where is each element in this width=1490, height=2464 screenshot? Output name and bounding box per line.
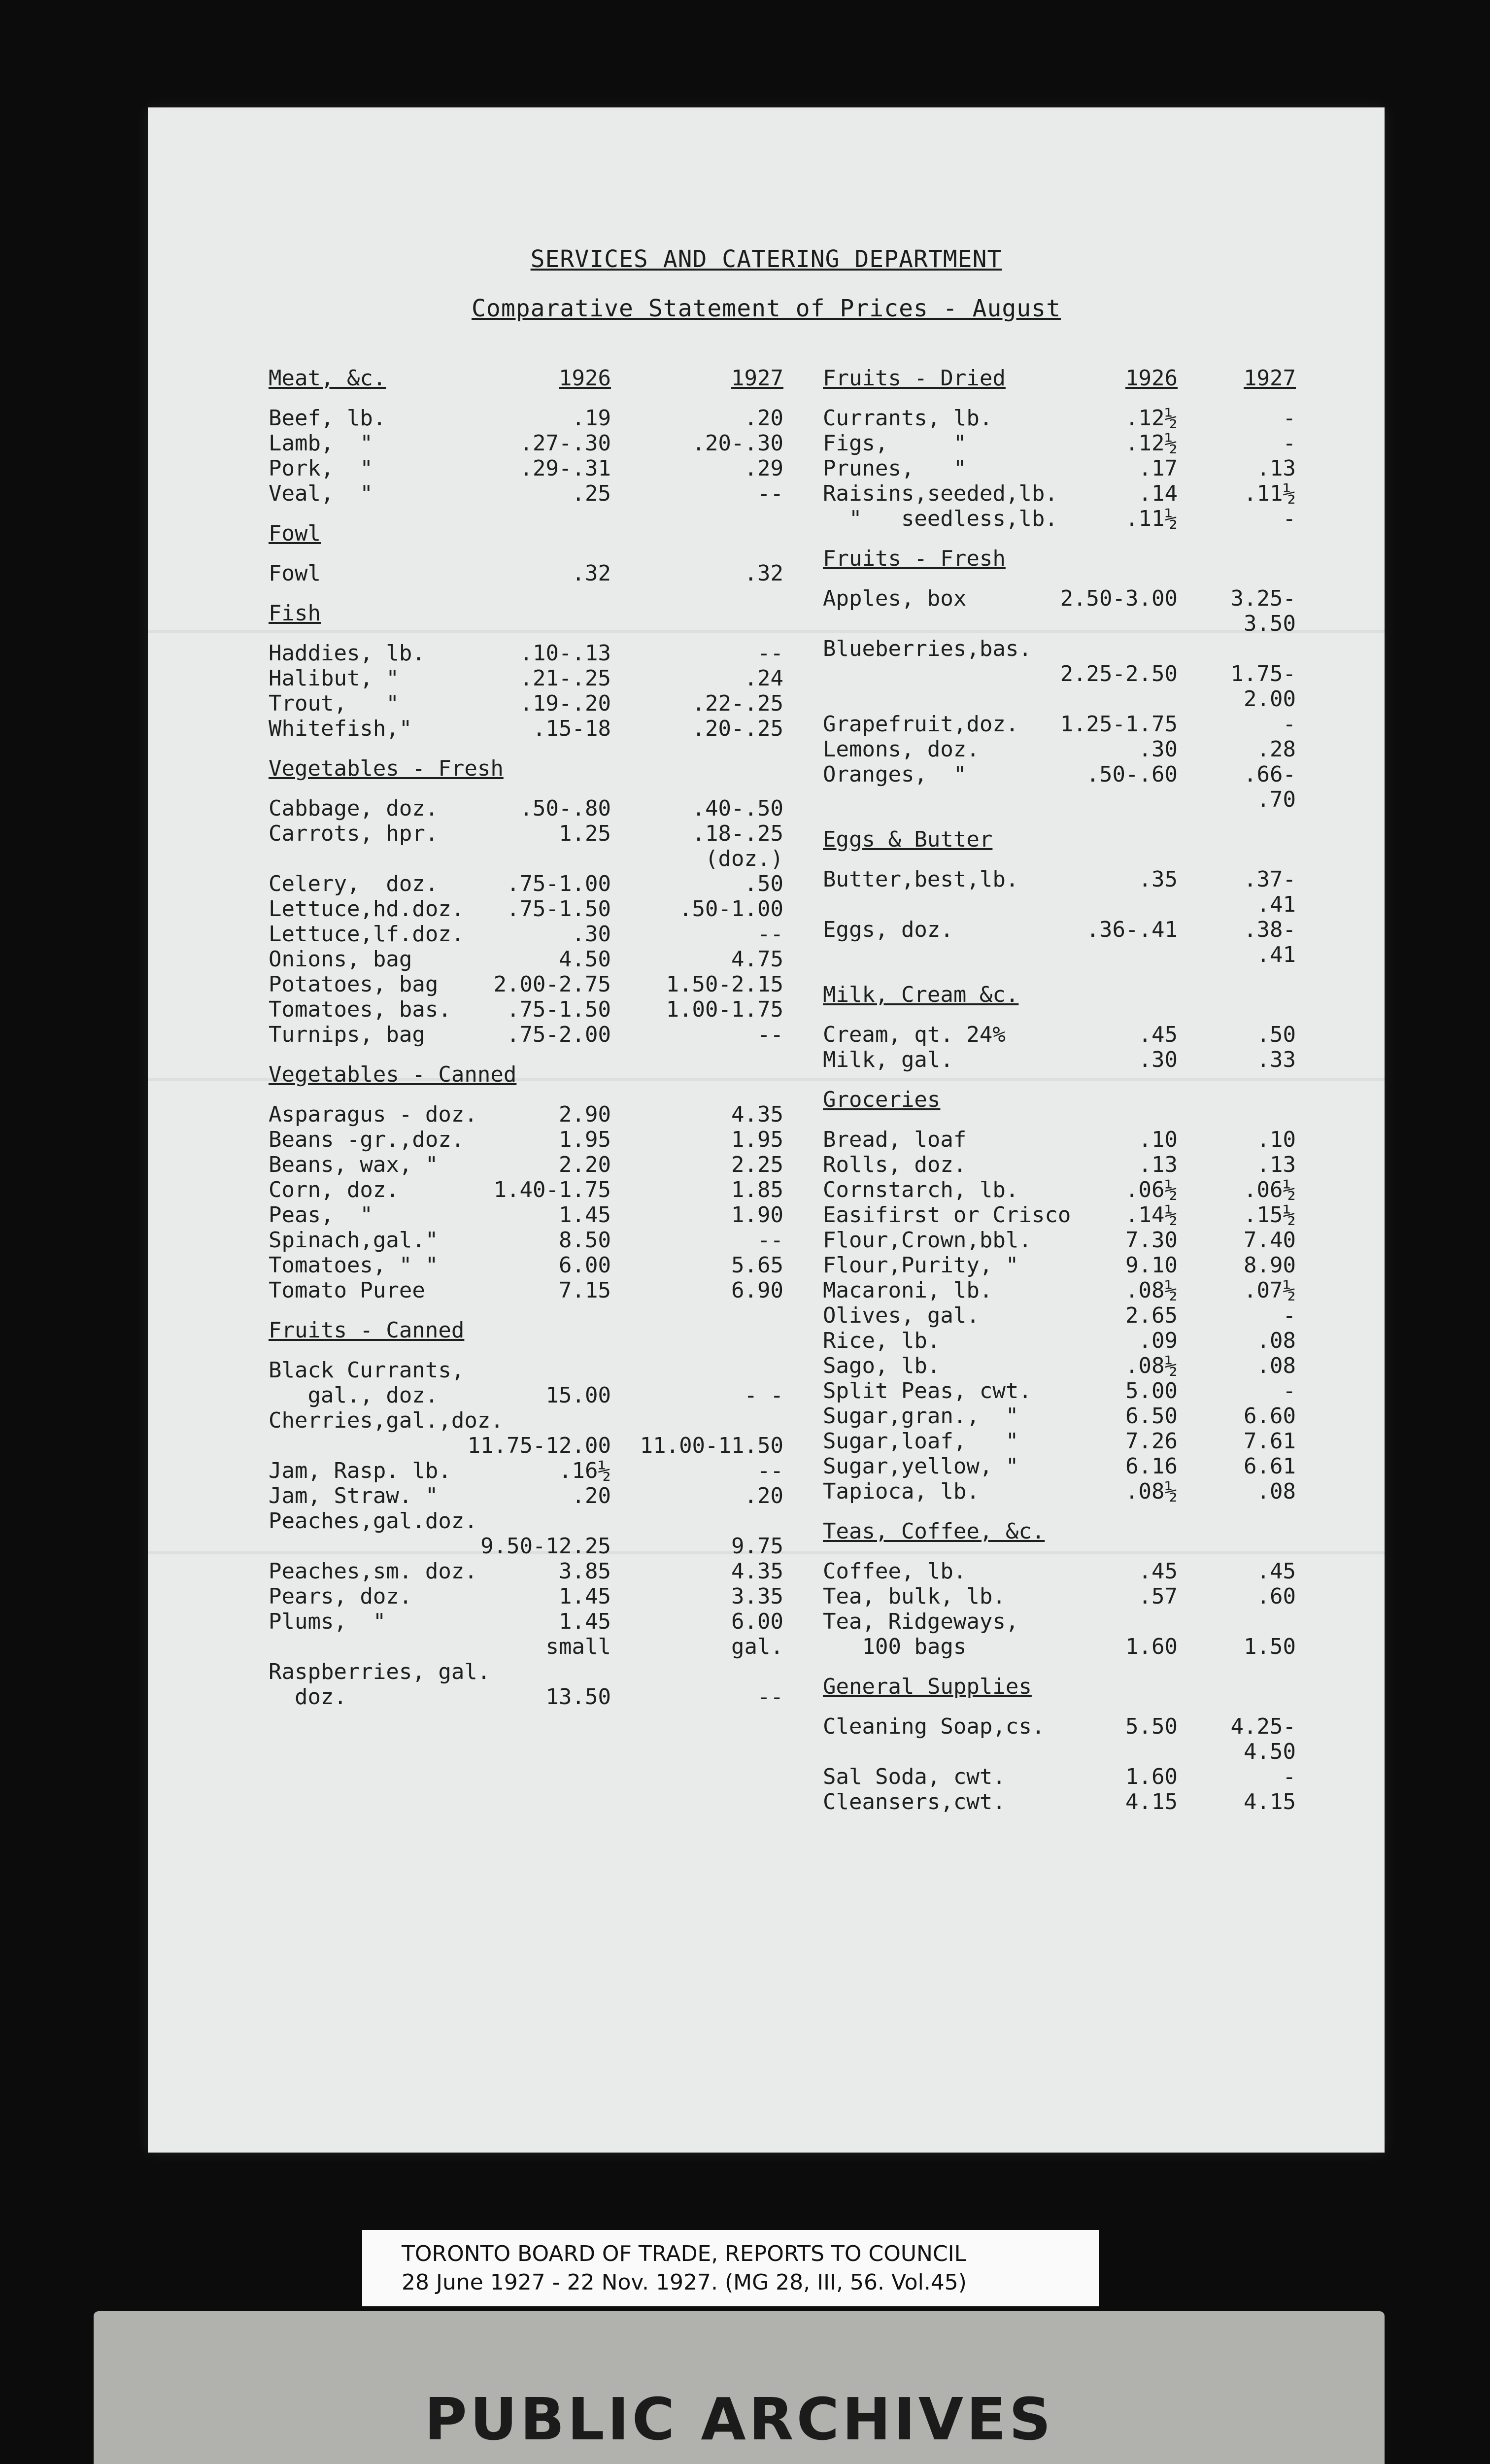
item-label: Lettuce,hd.doz. [269, 896, 465, 922]
price-1926: 11.75-12.00 [467, 1433, 611, 1458]
price-1926: 7.26 [1125, 1429, 1178, 1454]
price-1926: 1.60 [1125, 1634, 1178, 1659]
price-1927: .66- [1244, 762, 1296, 787]
item-label: Peaches,gal.doz. [269, 1508, 477, 1534]
item-label: Jam, Rasp. lb. [269, 1458, 451, 1483]
item-label: Onions, bag [269, 947, 412, 972]
price-1927: .33 [1256, 1047, 1296, 1072]
document-sheet [148, 107, 1385, 2153]
price-1927: 9.75 [731, 1534, 783, 1559]
price-1926: 3.85 [559, 1559, 611, 1584]
price-1927: .45 [1256, 1559, 1296, 1584]
price-1926: .12½ [1125, 431, 1178, 456]
item-label: Tea, bulk, lb. [823, 1584, 1006, 1609]
price-1926: 1.95 [559, 1127, 611, 1152]
price-1927: 11.00-11.50 [640, 1433, 783, 1458]
item-label: Whitefish," [269, 716, 412, 741]
price-1927: - [1283, 506, 1296, 531]
price-1927: 7.61 [1244, 1429, 1296, 1454]
price-1927: .37- [1244, 867, 1296, 892]
item-label: Lamb, " [269, 431, 373, 456]
price-1926: .30 [1138, 1047, 1178, 1072]
price-1926: .75-1.50 [507, 997, 611, 1022]
price-1927: -- [757, 1684, 783, 1710]
price-1926: .16½ [559, 1458, 611, 1483]
price-1926: .50-.60 [1086, 762, 1178, 787]
price-1926: .45 [1138, 1022, 1178, 1047]
price-1926: 1.45 [559, 1609, 611, 1634]
document-header: SERVICES AND CATERING DEPARTMENT [530, 245, 1002, 273]
price-1926: .75-2.00 [507, 1022, 611, 1047]
price-1926: .30 [572, 922, 611, 947]
price-1926: 13.50 [545, 1684, 611, 1710]
item-label: Eggs, doz. [823, 917, 953, 942]
item-label: Haddies, lb. [269, 641, 425, 666]
price-1926: .21-.25 [519, 666, 611, 691]
item-label: Cleaning Soap,cs. [823, 1714, 1045, 1739]
price-1927: - [1283, 406, 1296, 431]
item-label: Sugar,loaf, " [823, 1429, 1019, 1454]
item-label: Apples, box [823, 586, 967, 611]
price-1927: 6.60 [1244, 1403, 1296, 1429]
price-1927: (doz.) [705, 846, 783, 871]
price-1927: .20 [744, 406, 783, 431]
price-1926: 5.50 [1125, 1714, 1178, 1739]
price-1926: 2.50-3.00 [1060, 586, 1178, 611]
price-1927: .18-.25 [692, 821, 783, 846]
price-1927: -- [757, 481, 783, 506]
item-label: doz. [269, 1684, 347, 1710]
section-heading: Vegetables - Fresh [269, 756, 504, 781]
price-1927: 3.50 [1244, 611, 1296, 636]
price-1926: 5.00 [1125, 1378, 1178, 1403]
item-label: Halibut, " [269, 666, 399, 691]
price-1926: .50-.80 [519, 796, 611, 821]
price-1927: .41 [1256, 942, 1296, 967]
price-1927: .06½ [1244, 1177, 1296, 1202]
price-1926: .30 [1138, 737, 1178, 762]
price-1926: .08½ [1125, 1353, 1178, 1378]
price-1926: 2.25-2.50 [1060, 661, 1178, 686]
item-label: Potatoes, bag [269, 972, 439, 997]
price-1927: 1.75- [1230, 661, 1296, 686]
price-1927: - [1283, 1303, 1296, 1328]
price-1926: .14½ [1125, 1202, 1178, 1228]
price-1927: .50 [744, 871, 783, 896]
item-label: gal., doz. [269, 1383, 439, 1408]
reference-line-2: 28 June 1927 - 22 Nov. 1927. (MG 28, III, 56. Vol.45) [402, 2270, 967, 2295]
price-1927: .22-.25 [692, 691, 783, 716]
price-1927: -- [757, 1458, 783, 1483]
price-1926: 6.00 [559, 1253, 611, 1278]
price-1927: 2.25 [731, 1152, 783, 1177]
price-1927: 6.90 [731, 1278, 783, 1303]
item-label: Carrots, hpr. [269, 821, 439, 846]
price-row [148, 504, 1385, 534]
section-heading-row [148, 544, 1385, 574]
item-label: Cornstarch, lb. [823, 1177, 1019, 1202]
item-label: Black Currants, [269, 1358, 465, 1383]
price-1927: .20-.25 [692, 716, 783, 741]
price-1927: 1.50 [1244, 1634, 1296, 1659]
price-1926: .10 [1138, 1127, 1178, 1152]
item-label: Pears, doz. [269, 1584, 412, 1609]
price-1926: .45 [1138, 1559, 1178, 1584]
price-1926: 2.20 [559, 1152, 611, 1177]
price-1927: .50 [1256, 1022, 1296, 1047]
price-1927: - - [744, 1383, 783, 1408]
price-1927: .15½ [1244, 1202, 1296, 1228]
price-1926: 7.15 [559, 1278, 611, 1303]
price-row [148, 1477, 1385, 1506]
price-1926: .19-.20 [519, 691, 611, 716]
price-1927: .08 [1256, 1479, 1296, 1504]
item-label: Tomato Puree [269, 1278, 425, 1303]
price-1927: .13 [1256, 456, 1296, 481]
price-1927: 6.00 [731, 1609, 783, 1634]
section-heading-row [148, 364, 1385, 393]
price-1926: 1.40-1.75 [493, 1177, 611, 1202]
price-1926: .17 [1138, 456, 1178, 481]
item-label: Cabbage, doz. [269, 796, 439, 821]
section-heading: Fruits - Dried [823, 366, 1006, 391]
document-subheader: Comparative Statement of Prices - August [472, 295, 1061, 322]
item-label: Beef, lb. [269, 406, 386, 431]
price-1926: 2.00-2.75 [493, 972, 611, 997]
price-1927: 5.65 [731, 1253, 783, 1278]
section-heading: Groceries [823, 1087, 941, 1112]
price-1926: 1.25 [559, 821, 611, 846]
price-1927: .07½ [1244, 1278, 1296, 1303]
item-label: Cleansers,cwt. [823, 1789, 1006, 1814]
price-1927: .13 [1256, 1152, 1296, 1177]
item-label: Fowl [269, 561, 321, 586]
section-heading: Fish [269, 601, 321, 626]
price-1926: .32 [572, 561, 611, 586]
section-heading-row [148, 1085, 1385, 1115]
price-1926: .25 [572, 481, 611, 506]
price-1926: 15.00 [545, 1383, 611, 1408]
item-label: Currants, lb. [823, 406, 993, 431]
price-1926: .06½ [1125, 1177, 1178, 1202]
price-1927: 4.35 [731, 1559, 783, 1584]
section-heading: Vegetables - Canned [269, 1062, 517, 1087]
item-label: Macaroni, lb. [823, 1278, 993, 1303]
item-label: Figs, " [823, 431, 967, 456]
section-heading-row [148, 825, 1385, 855]
item-label: Raspberries, gal. [269, 1659, 491, 1684]
stamp-line-1: PUBLIC ARCHIVES [424, 2385, 1054, 2453]
price-1926: 1.25-1.75 [1060, 712, 1178, 737]
price-1927: 2.00 [1244, 686, 1296, 712]
item-label: Rice, lb. [823, 1328, 941, 1353]
price-1927: 1.90 [731, 1202, 783, 1228]
item-label: Peaches,sm. doz. [269, 1559, 477, 1584]
price-1927: .08 [1256, 1328, 1296, 1353]
reference-line-1: TORONTO BOARD OF TRADE, REPORTS TO COUNCIL [402, 2241, 967, 2266]
price-1926: .15-18 [533, 716, 611, 741]
price-1927: gal. [731, 1634, 783, 1659]
item-label: Sugar,gran., " [823, 1403, 1019, 1429]
price-1927: .40-.50 [692, 796, 783, 821]
price-row [148, 785, 1385, 815]
item-label: Peas, " [269, 1202, 373, 1228]
price-1926: 1.45 [559, 1202, 611, 1228]
price-1927: -- [757, 641, 783, 666]
price-1927: .20 [744, 1483, 783, 1508]
price-1927: 4.15 [1244, 1789, 1296, 1814]
price-1927: - [1283, 1378, 1296, 1403]
item-label: Beans -gr.,doz. [269, 1127, 465, 1152]
price-1926: .10-.13 [519, 641, 611, 666]
price-1927: .20-.30 [692, 431, 783, 456]
price-1926: .14 [1138, 481, 1178, 506]
item-label: Tapioca, lb. [823, 1479, 980, 1504]
price-1927: .32 [744, 561, 783, 586]
price-1927: 8.90 [1244, 1253, 1296, 1278]
item-label: Sugar,yellow, " [823, 1454, 1019, 1479]
archive-reference-label [362, 2230, 1099, 2306]
item-label: Sago, lb. [823, 1353, 941, 1378]
item-label: Flour,Crown,bbl. [823, 1228, 1032, 1253]
price-1926: 1.45 [559, 1584, 611, 1609]
price-1926: .13 [1138, 1152, 1178, 1177]
item-label: Asparagus - doz. [269, 1102, 477, 1127]
price-1927: .11½ [1244, 481, 1296, 506]
item-label: Cream, qt. 24% [823, 1022, 1006, 1047]
price-1926: .36-.41 [1086, 917, 1178, 942]
item-label: Tomatoes, " " [269, 1253, 439, 1278]
item-label: Raisins,seeded,lb. [823, 481, 1058, 506]
price-1926: 4.15 [1125, 1789, 1178, 1814]
item-label: Sal Soda, cwt. [823, 1764, 1006, 1789]
price-1927: -- [757, 922, 783, 947]
item-label: Milk, gal. [823, 1047, 953, 1072]
item-label: Olives, gal. [823, 1303, 980, 1328]
year-heading: 1926 [1125, 366, 1178, 391]
item-label: Blueberries,bas. [823, 636, 1032, 661]
price-1927: 4.50 [1244, 1739, 1296, 1764]
price-1926: .35 [1138, 867, 1178, 892]
item-label: Beans, wax, " [269, 1152, 439, 1177]
item-label: Grapefruit,doz. [823, 712, 1019, 737]
price-1926: .57 [1138, 1584, 1178, 1609]
year-heading: 1926 [559, 366, 611, 391]
item-label: Flour,Purity, " [823, 1253, 1019, 1278]
price-1927: 1.95 [731, 1127, 783, 1152]
item-label: Lettuce,lf.doz. [269, 922, 465, 947]
price-1927: 3.25- [1230, 586, 1296, 611]
section-heading: Meat, &c. [269, 366, 386, 391]
price-1926: .12½ [1125, 406, 1178, 431]
item-label: Oranges, " [823, 762, 967, 787]
section-heading: Eggs & Butter [823, 827, 993, 852]
price-1927: 7.40 [1244, 1228, 1296, 1253]
price-1927: - [1283, 712, 1296, 737]
item-label: Tea, Ridgeways, [823, 1609, 1019, 1634]
price-row [148, 1632, 1385, 1662]
price-1927: 6.61 [1244, 1454, 1296, 1479]
item-label: Lemons, doz. [823, 737, 980, 762]
price-1927: .60 [1256, 1584, 1296, 1609]
archives-stamp [94, 2311, 1385, 2464]
price-1926: .09 [1138, 1328, 1178, 1353]
item-label: Easifirst or Crisco [823, 1202, 1071, 1228]
item-label: Prunes, " [823, 456, 967, 481]
price-1926: .08½ [1125, 1278, 1178, 1303]
item-label: 100 bags [823, 1634, 967, 1659]
price-1927: .24 [744, 666, 783, 691]
price-1926: .11½ [1125, 506, 1178, 531]
year-heading: 1927 [731, 366, 783, 391]
price-row [148, 1787, 1385, 1817]
item-label: Cherries,gal.,doz. [269, 1408, 504, 1433]
price-1926: 2.90 [559, 1102, 611, 1127]
price-1926: 6.16 [1125, 1454, 1178, 1479]
item-label: Turnips, bag [269, 1022, 425, 1047]
price-1926: 6.50 [1125, 1403, 1178, 1429]
section-heading-row [148, 1672, 1385, 1702]
price-1927: 4.35 [731, 1102, 783, 1127]
item-label: Trout, " [269, 691, 399, 716]
price-1927: 1.00-1.75 [666, 997, 783, 1022]
price-1926: 1.60 [1125, 1764, 1178, 1789]
price-1926: 7.30 [1125, 1228, 1178, 1253]
price-1927: 4.75 [731, 947, 783, 972]
price-1926: .27-.30 [519, 431, 611, 456]
price-row [148, 940, 1385, 970]
price-1927: 4.25- [1230, 1714, 1296, 1739]
price-1927: 1.85 [731, 1177, 783, 1202]
item-label: Plums, " [269, 1609, 386, 1634]
price-1927: -- [757, 1228, 783, 1253]
item-label: Bread, loaf [823, 1127, 967, 1152]
price-1926: 2.65 [1125, 1303, 1178, 1328]
price-1926: 9.10 [1125, 1253, 1178, 1278]
item-label: Celery, doz. [269, 871, 439, 896]
price-1927: .29 [744, 456, 783, 481]
price-1926: .20 [572, 1483, 611, 1508]
price-1927: .08 [1256, 1353, 1296, 1378]
item-label: Butter,best,lb. [823, 867, 1019, 892]
item-label: " seedless,lb. [823, 506, 1058, 531]
section-heading: General Supplies [823, 1674, 1032, 1699]
price-1926: 9.50-12.25 [480, 1534, 611, 1559]
section-heading: Fruits - Fresh [823, 546, 1006, 571]
price-1926: .29-.31 [519, 456, 611, 481]
price-1926: .19 [572, 406, 611, 431]
section-heading-row [148, 1517, 1385, 1546]
price-1926: .75-1.00 [507, 871, 611, 896]
item-label: Veal, " [269, 481, 373, 506]
price-1927: .10 [1256, 1127, 1296, 1152]
item-label: Pork, " [269, 456, 373, 481]
item-label: Coffee, lb. [823, 1559, 967, 1584]
price-1927: .41 [1256, 892, 1296, 917]
price-1926: 4.50 [559, 947, 611, 972]
price-1927: 1.50-2.15 [666, 972, 783, 997]
price-1927: .50-1.00 [679, 896, 783, 922]
section-heading: Milk, Cream &c. [823, 982, 1019, 1007]
price-1927: .28 [1256, 737, 1296, 762]
price-1927: -- [757, 1022, 783, 1047]
item-label: Split Peas, cwt. [823, 1378, 1032, 1403]
price-1926: .08½ [1125, 1479, 1178, 1504]
price-1927: .38- [1244, 917, 1296, 942]
price-1927: - [1283, 431, 1296, 456]
price-1927: .70 [1256, 787, 1296, 812]
section-heading: Fowl [269, 521, 321, 546]
item-label: Rolls, doz. [823, 1152, 967, 1177]
year-heading: 1927 [1244, 366, 1296, 391]
section-heading: Fruits - Canned [269, 1318, 465, 1343]
price-1926: .75-1.50 [507, 896, 611, 922]
price-1927: - [1283, 1764, 1296, 1789]
section-heading-row [148, 980, 1385, 1010]
item-label: Spinach,gal." [269, 1228, 439, 1253]
item-label: Corn, doz. [269, 1177, 399, 1202]
item-label: Tomatoes, bas. [269, 997, 451, 1022]
price-1926: 8.50 [559, 1228, 611, 1253]
price-1926: small [545, 1634, 611, 1659]
item-label: Jam, Straw. " [269, 1483, 439, 1508]
price-row [148, 1045, 1385, 1075]
price-1927: 3.35 [731, 1584, 783, 1609]
section-heading: Teas, Coffee, &c. [823, 1519, 1045, 1544]
